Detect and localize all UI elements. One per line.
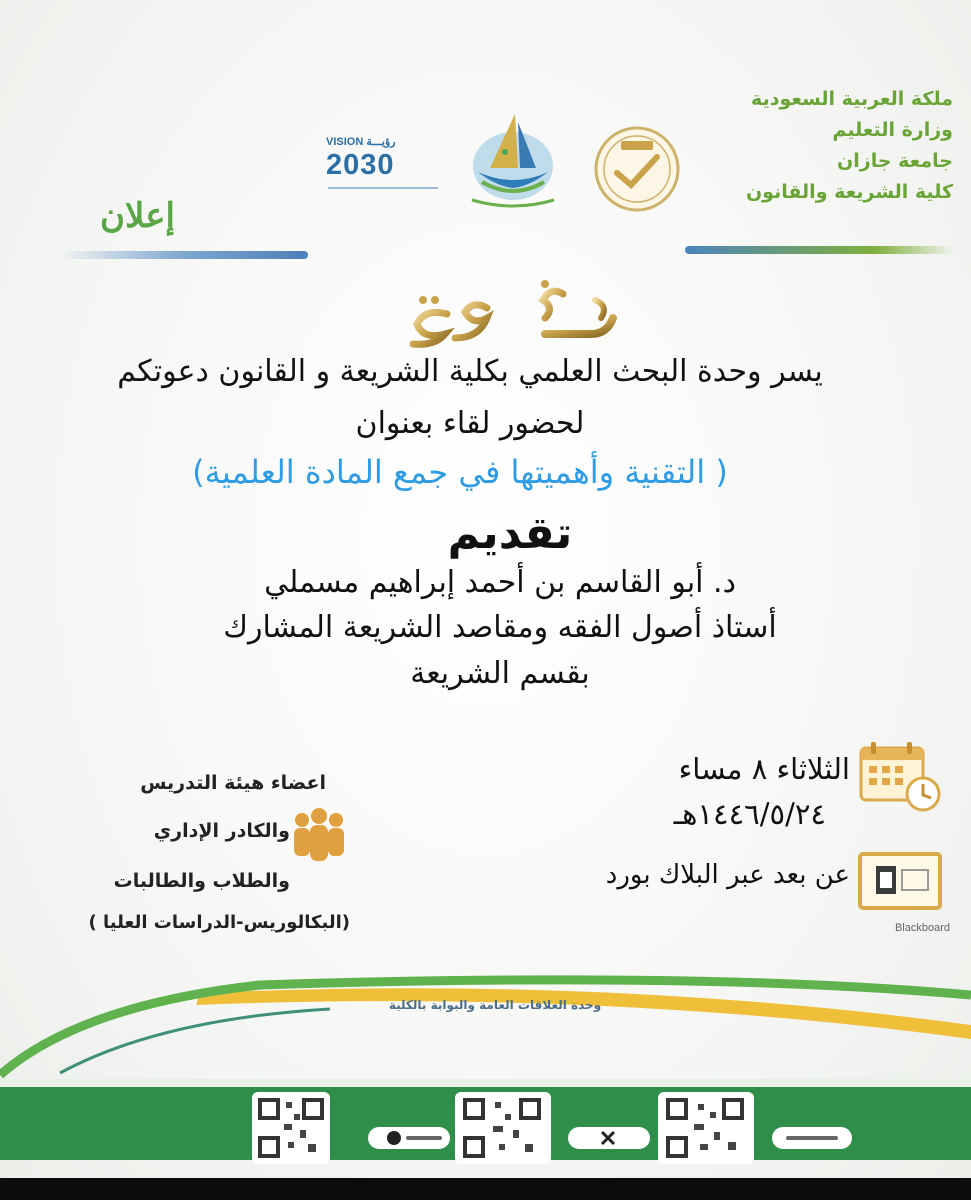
ministry-line-college: كلية الشريعة والقانون xyxy=(745,181,953,203)
audience-line-1: اعضاء هيئة التدريس xyxy=(140,772,326,794)
qr-code xyxy=(658,1092,754,1164)
vision-2030-logo xyxy=(326,135,444,205)
event-day-time: الثلاثاء ٨ مساء xyxy=(678,752,850,786)
audience-line-4: (البكالوريس-الدراسات العليا ) xyxy=(88,912,350,933)
invitation-line-1: يسر وحدة البحث العلمي بكلية الشريعة و القانون دعوتكم xyxy=(117,354,823,389)
header-divider-right xyxy=(685,246,955,254)
ministry-line-university: جامعة جازان xyxy=(837,150,953,172)
presented-by-heading: تقديم xyxy=(447,508,573,559)
vision-top-text: VISION رؤيـــة xyxy=(326,136,396,148)
accreditation-seal xyxy=(585,125,689,213)
globe-icon xyxy=(368,1127,450,1149)
announcement-label: إعلان xyxy=(100,196,175,236)
speaker-name: د. أبو القاسم بن أحمد إبراهيم مسملي xyxy=(264,565,736,600)
bottom-bar xyxy=(0,1178,971,1200)
calendar-clock-icon xyxy=(855,740,945,814)
audience-line-3: والطلاب والطالبات xyxy=(113,870,290,892)
invitation-line-2: لحضور لقاء بعنوان xyxy=(355,406,585,441)
delivery-mode: عن بعد عبر البلاك بورد xyxy=(605,860,850,890)
vision-underline xyxy=(328,187,438,197)
people-icon xyxy=(288,806,350,866)
title-calligraphy xyxy=(395,278,625,352)
blackboard-icon xyxy=(858,850,944,912)
website-badge xyxy=(772,1127,852,1149)
blackboard-label: Blackboard xyxy=(894,922,950,934)
x-icon xyxy=(568,1127,650,1149)
speaker-title: أستاذ أصول الفقه ومقاصد الشريعة المشارك xyxy=(223,610,777,645)
vision-number: 2030 xyxy=(326,149,395,181)
audience-line-2: والكادر الإداري xyxy=(153,820,290,842)
pr-unit-caption: وحدة العلاقات العامة والبوابة بالكلية xyxy=(388,998,602,1012)
qr-code xyxy=(252,1092,330,1164)
ministry-line-education: وزارة التعليم xyxy=(832,119,953,141)
header-divider-left xyxy=(58,251,308,259)
event-date: ١٤٤٦/٥/٢٤هـ xyxy=(673,797,826,831)
event-topic: ( التقنية وأهميتها في جمع المادة العلمية) xyxy=(192,453,728,491)
qr-code xyxy=(455,1092,551,1164)
ministry-header xyxy=(713,84,953,208)
jazan-university-logo xyxy=(460,108,566,212)
ministry-line-kingdom: ملكة العربية السعودية xyxy=(751,88,953,110)
speaker-department: بقسم الشريعة xyxy=(410,656,590,691)
